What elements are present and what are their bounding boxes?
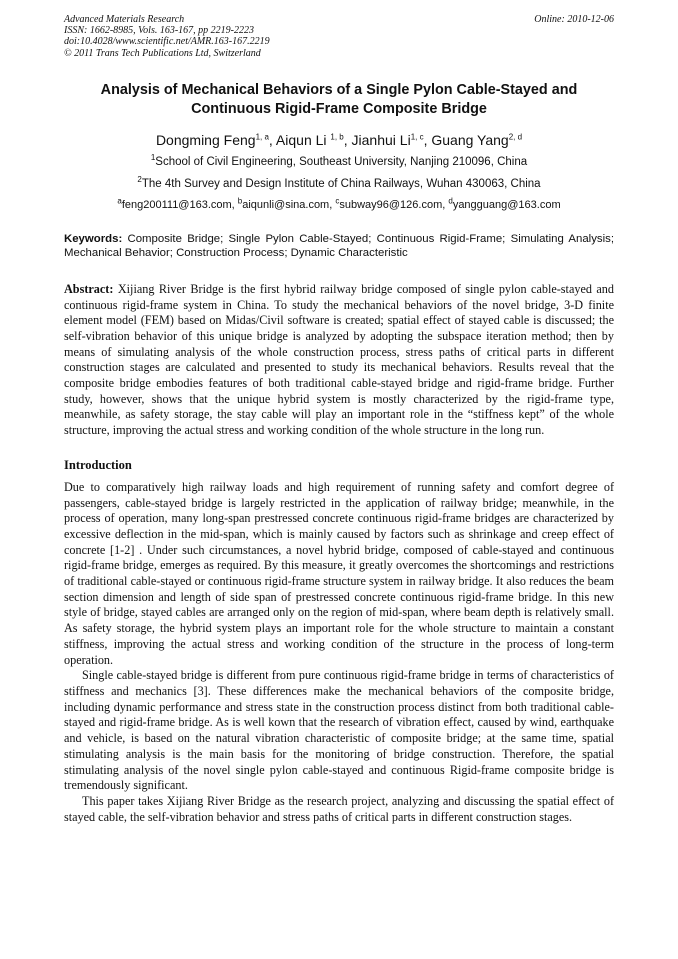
author-separator: , bbox=[423, 131, 432, 148]
section-heading-introduction: Introduction bbox=[64, 457, 132, 472]
paper-page bbox=[64, 14, 614, 825]
author-emails bbox=[64, 198, 614, 212]
copyright-line: © 2011 Trans Tech Publications Ltd, Switzerland bbox=[64, 47, 261, 59]
email-address: subway96@126.com, bbox=[339, 198, 449, 211]
online-date: Online: 2010-12-06 bbox=[534, 14, 614, 25]
email-mark: c bbox=[335, 196, 340, 206]
journal-header bbox=[64, 14, 614, 59]
author-list bbox=[64, 131, 614, 149]
abstract-block bbox=[64, 282, 614, 439]
email-address: feng200111@163.com, bbox=[121, 198, 238, 211]
author-name: Aiqun Li bbox=[275, 131, 331, 148]
intro-paragraph: This paper takes Xijiang River Bridge as the research project, analyzing and discussing the spatial effect of stayed cable, the self-vibration behavior and stress paths of critical parts in different construction stages. bbox=[64, 793, 614, 824]
affiliation-mark: 1 bbox=[150, 152, 156, 162]
author-affil-mark: 1, a bbox=[255, 132, 269, 142]
affiliation-1 bbox=[64, 152, 614, 169]
abstract-text: Xijiang River Bridge is the first hybrid railway bridge composed of single pylon cable-stayed and continuous rigid-frame system in China. To study the mechanical behaviors of the novel bridge, 3-D finite element model (FEM) based on Midas/Civil software is created; spatial effect of stayed cable is discussed; the self-vibration behavior of this unique bridge is analyzed by adopting the subspace iteration method; then by means of simulating analysis of the whole construction process, stress paths of critical parts in different construction stages are calculated and presented to study its mechanical behaviors. Results reveal that the composite bridge embodies features of both traditional cable-stayed bridge and rigid-frame bridge. Further study, however, shows that the unique hybrid system is mostly characterized by the rigid-frame type, meanwhile, as safety storage, the stay cable will play an important role in the “stiffness kept” of the whole structure, improving the actual stress and working condition of the whole structure in the long run. bbox=[64, 281, 614, 438]
abstract-label: Abstract: bbox=[64, 281, 114, 296]
author-name: Dongming Feng bbox=[155, 131, 256, 148]
affiliation-mark: 2 bbox=[137, 174, 142, 184]
keywords-text: Composite Bridge; Single Pylon Cable-Stayed; Continuous Rigid-Frame; Simulating Analysis; Mechanical Behavior; Construction Process; Dynamic Characteristic bbox=[64, 232, 614, 260]
author-name: Guang Yang bbox=[431, 131, 509, 148]
paper-title bbox=[64, 81, 614, 119]
intro-paragraph: Due to comparatively high railway loads and high requirement of running safety and comfort degree of passengers, cable-stayed bridge is largely restricted in the application of railway bridge; meanwhile, in the process of operation, many long-span prestressed concrete continuous rigid-frame bridges are characterized by excessive deflection in the mid-span, which is mainly caused by factors such as shrinkage and creep effect of concrete [1-2] . Under such circumstances, a novel hybrid bridge, composed of cable-stayed and continuous rigid-frame bridge, emerges as required. By this measure, it greatly overcomes the shortcomings and restrictions of traditional cable-stayed or continuous rigid-frame structure system in railway bridge. It also reduces the beam section dimension and length of side span of prestressed concrete continuous rigid-frame bridge. In this new style of bridge, stayed cables are arranged only on the region of mid-span, where beam depth is relatively small. As safety storage, the hybrid system plays an important role for the whole structure to maintain a constant stiffness, improving the actual stress and working condition of the structure in the process of long-term operation. bbox=[64, 479, 614, 667]
author-separator: , bbox=[268, 131, 276, 148]
email-address: yangguang@163.com bbox=[452, 198, 561, 211]
intro-paragraph: Single cable-stayed bridge is different from pure continuous rigid-frame bridge in terms of characteristics of stiffness and mechanics [3]. These differences make the mechanical behaviors of the composite bridge, including dynamic performance and stress state in the construction process distinct from both traditional cable-stayed and rigid-frame bridge. As is well kown that the research of vibration effect, caused by wind, earthquake and vehicle, is based on the natural vibration characteristic of composite bridge; at the same time, spatial stimulating analysis is the main basis for the monitoring of bridge construction. Therefore, the spatial stimulating analysis of the novel single pylon cable-stayed and continuous Rigid-frame composite bridge is tremendously significant. bbox=[64, 668, 614, 793]
journal-name: Advanced Materials Research bbox=[64, 14, 185, 25]
email-mark: d bbox=[448, 196, 453, 206]
author-name: Jianhui Li bbox=[351, 131, 411, 148]
title-line-1: Analysis of Mechanical Behaviors of a Single Pylon Cable-Stayed and bbox=[100, 81, 578, 98]
affiliation-text: The 4th Survey and Design Institute of China Railways, Wuhan 430063, China bbox=[141, 177, 541, 190]
issn-line: ISSN: 1662-8985, Vols. 163-167, pp 2219-2223 bbox=[64, 25, 254, 37]
affiliation-text: School of Civil Engineering, Southeast University, Nanjing 210096, China bbox=[155, 155, 528, 168]
author-affil-mark: 2, d bbox=[508, 132, 523, 142]
title-line-2: Continuous Rigid-Frame Composite Bridge bbox=[191, 100, 487, 117]
doi-line: doi:10.4028/www.scientific.net/AMR.163-167.2219 bbox=[64, 36, 270, 48]
author-separator: , bbox=[343, 131, 352, 148]
affiliation-2 bbox=[64, 174, 614, 191]
keywords-label: Keywords: bbox=[64, 232, 123, 245]
email-address: aiqunli@sina.com, bbox=[242, 198, 336, 211]
author-affil-mark: 1, c bbox=[410, 132, 424, 142]
email-mark: b bbox=[237, 196, 243, 206]
author-affil-mark: 1, b bbox=[330, 132, 344, 142]
email-mark: a bbox=[117, 196, 122, 206]
keywords-block bbox=[64, 232, 614, 261]
